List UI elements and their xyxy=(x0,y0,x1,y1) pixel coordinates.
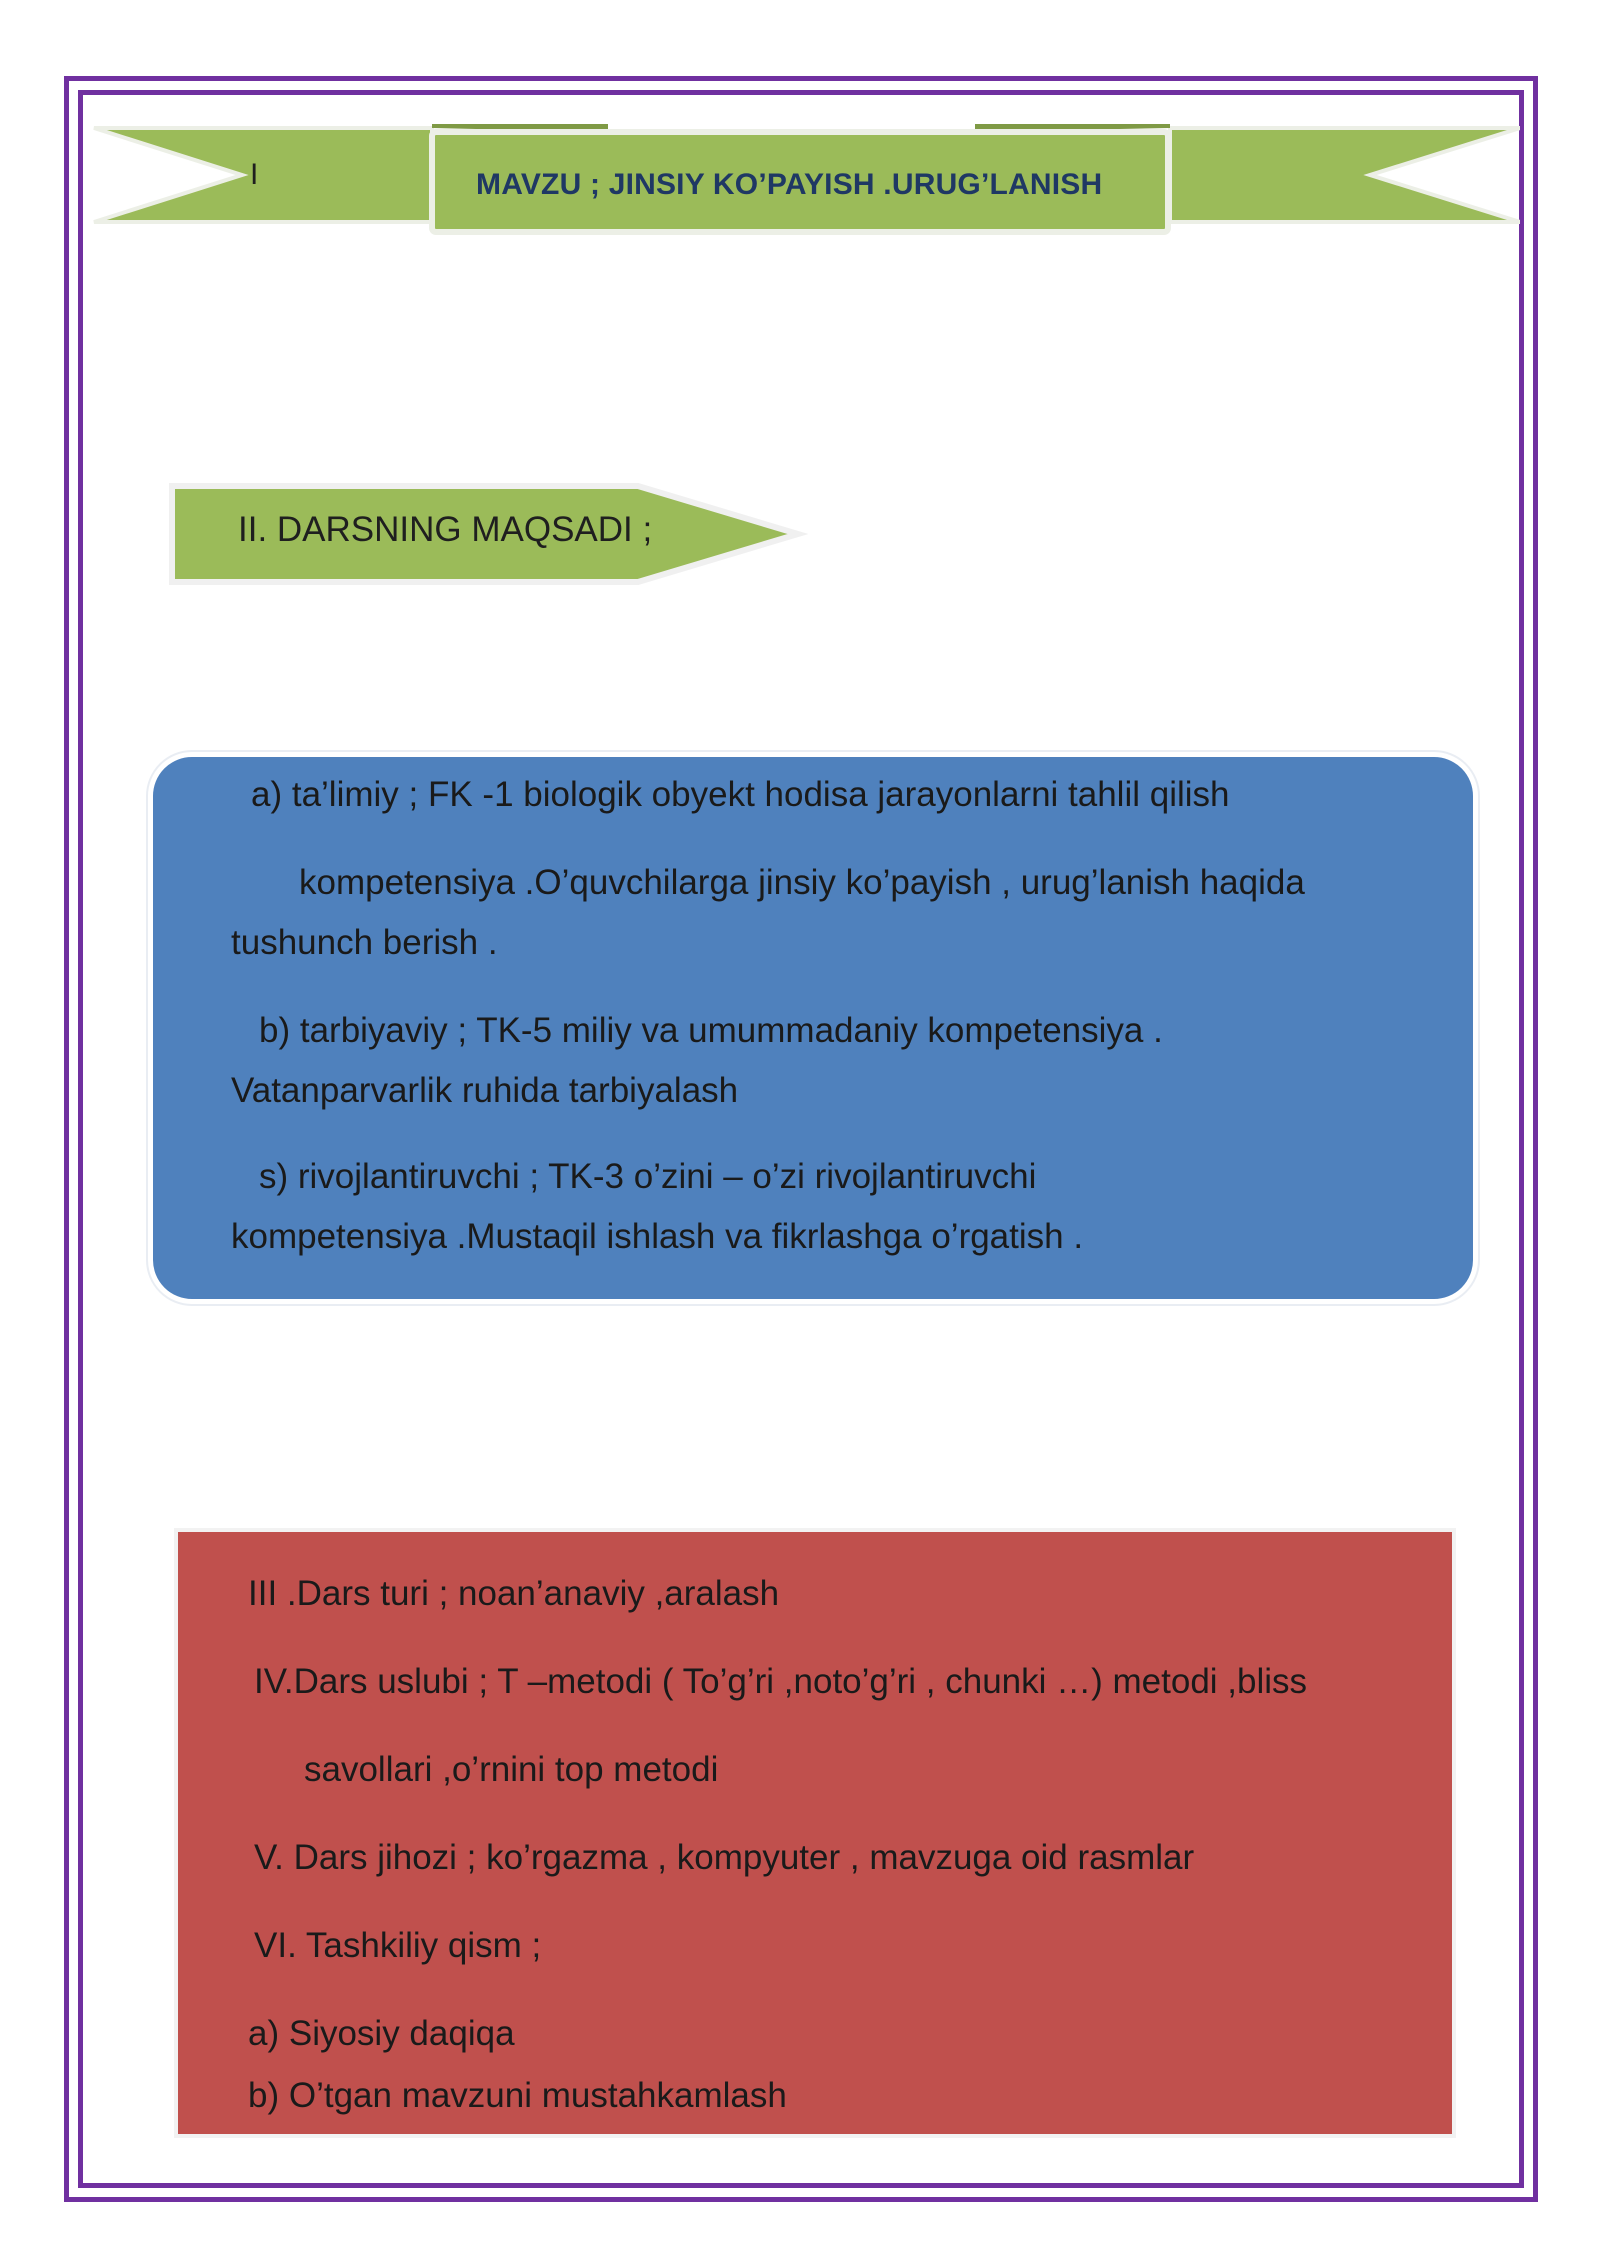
lesson-info-box xyxy=(174,1528,1456,2138)
lesson-method-line2: savollari ,o’rnini top metodi xyxy=(304,1750,719,1789)
goal-heading-arrow xyxy=(168,480,808,588)
lesson-equipment: V. Dars jihozi ; ko’rgazma , kompyuter , mavzuga oid rasmlar xyxy=(254,1838,1195,1877)
lesson-goals-box xyxy=(148,752,1478,1304)
lesson-type: III .Dars turi ; noan’anaviy ,aralash xyxy=(248,1574,780,1613)
goal-educational-line2: kompetensiya .O’quvchilarga jinsiy ko’payish , urug’lanish haqida xyxy=(299,863,1305,902)
goal-educational-line3: tushunch berish . xyxy=(231,923,498,962)
goal-heading: II. DARSNING MAQSADI ; xyxy=(238,510,653,549)
org-item-b: b) O’tgan mavzuni mustahkamlash xyxy=(248,2076,787,2115)
title-marker: I xyxy=(250,158,259,191)
lesson-title: MAVZU ; JINSIY KO’PAYISH .URUG’LANISH xyxy=(476,168,1103,201)
goal-upbringing-line1: b) tarbiyaviy ; TK-5 miliy va umummadaniy kompetensiya . xyxy=(259,1011,1163,1050)
organizational-part: VI. Tashkiliy qism ; xyxy=(254,1926,542,1965)
title-ribbon-banner xyxy=(80,118,1520,248)
goal-developmental-line2: kompetensiya .Mustaqil ishlash va fikrlashga o’rgatish . xyxy=(231,1217,1084,1256)
org-item-a: a) Siyosiy daqiqa xyxy=(248,2014,515,2053)
goal-educational-line1: a) ta’limiy ; FK -1 biologik obyekt hodisa jarayonlarni tahlil qilish xyxy=(251,775,1230,814)
goal-developmental-line1: s) rivojlantiruvchi ; TK-3 o’zini – o’zi rivojlantiruvchi xyxy=(259,1157,1037,1196)
lesson-method-line1: IV.Dars uslubi ; T –metodi ( To’g’ri ,noto’g’ri , chunki …) metodi ,bliss xyxy=(254,1662,1308,1701)
goal-upbringing-line2: Vatanparvarlik ruhida tarbiyalash xyxy=(231,1071,739,1110)
